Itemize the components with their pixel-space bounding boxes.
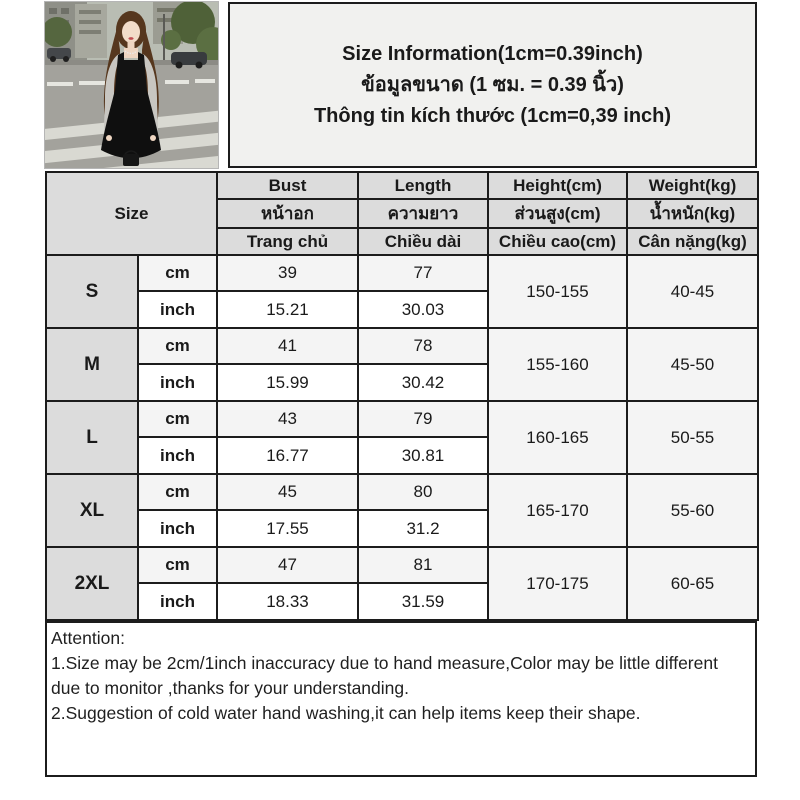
bust-cm-s: 39 xyxy=(217,255,358,291)
size-cell-s: S xyxy=(46,255,138,328)
table-row xyxy=(46,328,758,364)
weight-range-m: 45-50 xyxy=(627,328,758,401)
top-section xyxy=(45,2,757,168)
col-header-height-th: ส่วนสูง(cm) xyxy=(488,199,627,228)
col-header-bust-th: หน้าอก xyxy=(217,199,358,228)
size-cell-m: M xyxy=(46,328,138,401)
length-inch-xl: 31.2 xyxy=(358,510,488,547)
size-cell-xl: XL xyxy=(46,474,138,547)
length-cm-xl: 80 xyxy=(358,474,488,510)
table-row xyxy=(46,547,758,583)
weight-range-s: 40-45 xyxy=(627,255,758,328)
length-cm-s: 77 xyxy=(358,255,488,291)
height-range-2xl: 170-175 xyxy=(488,547,627,620)
weight-range-2xl: 60-65 xyxy=(627,547,758,620)
unit-cm: cm xyxy=(138,547,217,583)
size-cell-l: L xyxy=(46,401,138,474)
col-header-height-vi: Chiều cao(cm) xyxy=(488,228,627,255)
length-cm-2xl: 81 xyxy=(358,547,488,583)
unit-inch: inch xyxy=(138,510,217,547)
unit-inch: inch xyxy=(138,364,217,401)
bust-inch-xl: 17.55 xyxy=(217,510,358,547)
title-vietnamese: Thông tin kích thước (1cm=0,39 inch) xyxy=(313,105,672,127)
col-header-bust-vi: Trang chủ xyxy=(217,228,358,255)
col-header-bust-en: Bust xyxy=(217,172,358,199)
bust-cm-2xl: 47 xyxy=(217,547,358,583)
col-header-weight-en: Weight(kg) xyxy=(627,172,758,199)
weight-range-xl: 55-60 xyxy=(627,474,758,547)
title-box xyxy=(228,2,757,168)
col-header-weight-vi: Cân nặng(kg) xyxy=(627,228,758,255)
title-english: Size Information(1cm=0.39inch) xyxy=(342,43,643,65)
col-header-length-th: ความยาว xyxy=(358,199,488,228)
title-thai: ข้อมูลขนาด (1 ซม. = 0.39 นิ้ว) xyxy=(361,74,624,96)
size-corner-cell: Size xyxy=(46,172,217,255)
height-range-m: 155-160 xyxy=(488,328,627,401)
unit-cm: cm xyxy=(138,401,217,437)
model-photo xyxy=(45,2,218,168)
bust-cm-l: 43 xyxy=(217,401,358,437)
bust-cm-m: 41 xyxy=(217,328,358,364)
length-cm-l: 79 xyxy=(358,401,488,437)
bust-inch-m: 15.99 xyxy=(217,364,358,401)
table-row xyxy=(46,401,758,437)
length-inch-s: 30.03 xyxy=(358,291,488,328)
unit-inch: inch xyxy=(138,291,217,328)
col-header-length-en: Length xyxy=(358,172,488,199)
height-range-s: 150-155 xyxy=(488,255,627,328)
bust-inch-2xl: 18.33 xyxy=(217,583,358,620)
unit-cm: cm xyxy=(138,255,217,291)
col-header-height-en: Height(cm) xyxy=(488,172,627,199)
length-inch-2xl: 31.59 xyxy=(358,583,488,620)
length-cm-m: 78 xyxy=(358,328,488,364)
bust-inch-l: 16.77 xyxy=(217,437,358,474)
length-inch-l: 30.81 xyxy=(358,437,488,474)
size-chart-page xyxy=(45,2,757,777)
table-row xyxy=(46,255,758,291)
unit-inch: inch xyxy=(138,437,217,474)
bust-inch-s: 15.21 xyxy=(217,291,358,328)
header-row-english xyxy=(46,172,758,199)
size-cell-2xl: 2XL xyxy=(46,547,138,620)
col-header-length-vi: Chiều dài xyxy=(358,228,488,255)
table-row xyxy=(46,474,758,510)
attention-title: Attention: xyxy=(51,628,125,648)
unit-cm: cm xyxy=(138,474,217,510)
model-photo-illustration xyxy=(45,2,218,168)
attention-note-1: 1.Size may be 2cm/1inch inaccuracy due to hand measure,Color may be little different due to monitor ,thanks for your understanding. xyxy=(51,653,718,699)
length-inch-m: 30.42 xyxy=(358,364,488,401)
bust-cm-xl: 45 xyxy=(217,474,358,510)
attention-box xyxy=(45,621,757,777)
weight-range-l: 50-55 xyxy=(627,401,758,474)
height-range-l: 160-165 xyxy=(488,401,627,474)
col-header-weight-th: น้ำหนัก(kg) xyxy=(627,199,758,228)
size-table xyxy=(45,171,759,621)
unit-cm: cm xyxy=(138,328,217,364)
unit-inch: inch xyxy=(138,583,217,620)
attention-note-2: 2.Suggestion of cold water hand washing,it can help items keep their shape. xyxy=(51,703,641,724)
height-range-xl: 165-170 xyxy=(488,474,627,547)
